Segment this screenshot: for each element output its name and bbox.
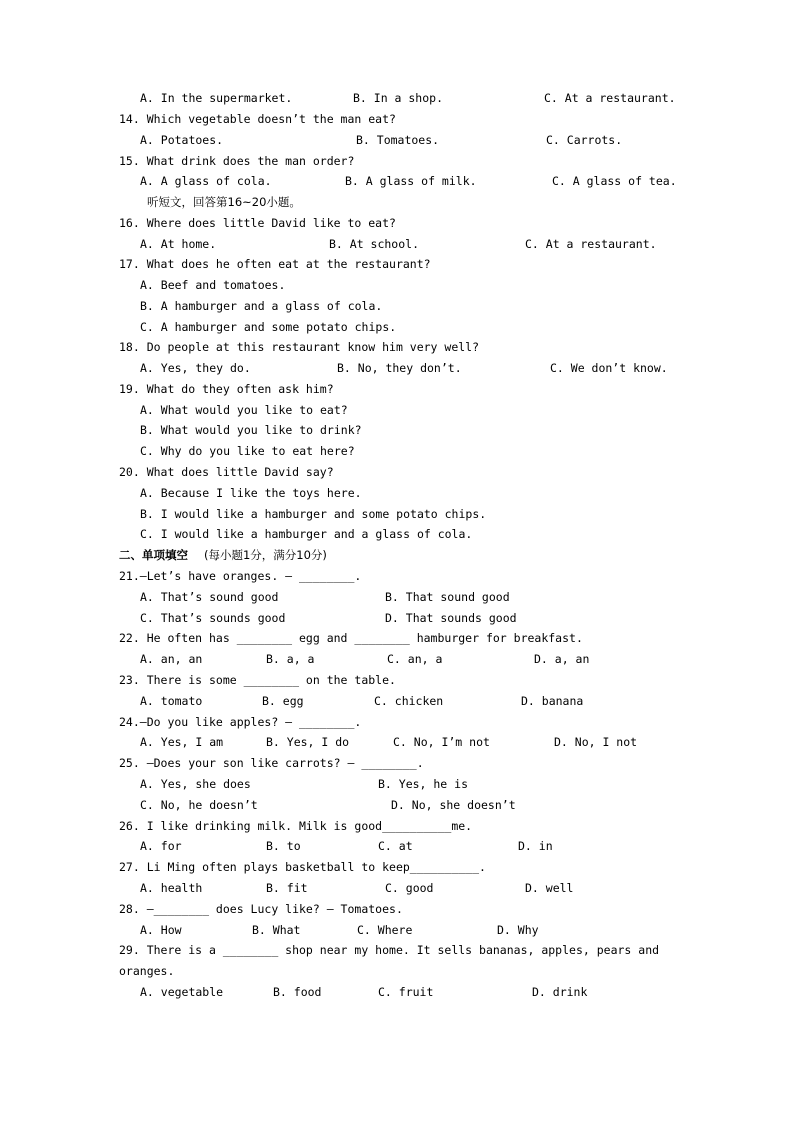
text-segment: A. Yes, they do.: [140, 361, 251, 375]
text-segment: B. Tomatoes.: [356, 133, 440, 147]
text-segment: A. Yes, she does: [140, 777, 251, 791]
text-segment: D. That sounds good: [385, 611, 517, 625]
text-segment: 18. Do people at this restaurant know him very well?: [119, 340, 480, 354]
text-segment: 27. Li Ming often plays basketball to keep__________.: [119, 860, 486, 874]
text-segment: C. fruit: [378, 985, 434, 999]
text-segment: C. chicken: [374, 694, 444, 708]
text-segment: D. No, I not: [554, 735, 638, 749]
text-segment: C. No, I’m not: [393, 735, 490, 749]
text-segment: C. A glass of tea.: [552, 174, 677, 188]
text-segment: B. I would like a hamburger and some potato chips.: [140, 507, 487, 521]
text-segment: D. in: [518, 839, 553, 853]
text-segment: B. In a shop.: [353, 91, 444, 105]
text-segment: B. a, a: [266, 652, 315, 666]
text-segment: 15. What drink does the man order?: [119, 154, 355, 168]
text-segment: A. Potatoes.: [140, 133, 224, 147]
text-segment: B. That sound good: [385, 590, 510, 604]
text-segment: A. tomato: [140, 694, 203, 708]
text-segment: A. Beef and tomatoes.: [140, 278, 286, 292]
text-segment: A. What would you like to eat?: [140, 403, 348, 417]
text-segment: 25. —Does your son like carrots? — ________.: [119, 756, 424, 770]
text-segment: D. well: [525, 881, 574, 895]
text-segment: B. A glass of milk.: [345, 174, 477, 188]
text-segment: D. drink: [532, 985, 588, 999]
text-segment: 14. Which vegetable doesn’t the man eat?: [119, 112, 396, 126]
text-segment: C. At a restaurant.: [525, 237, 657, 251]
text-segment: 21.—Let’s have oranges. — ________.: [119, 569, 362, 583]
text-segment: D. a, an: [534, 652, 590, 666]
text-segment: C. We don’t know.: [550, 361, 668, 375]
text-segment: A. How: [140, 923, 182, 937]
text-segment: A. Yes, I am: [140, 735, 224, 749]
text-segment: D. No, she doesn’t: [391, 798, 516, 812]
text-segment: A. That’s sound good: [140, 590, 279, 604]
text-segment: C. At a restaurant.: [544, 91, 676, 105]
text-segment: B. Yes, I do: [266, 735, 350, 749]
section-note: (每小题1分，满分10分): [204, 548, 327, 562]
text-segment: oranges.: [119, 964, 175, 978]
text-segment: A. for: [140, 839, 182, 853]
text-segment: B. No, they don’t.: [337, 361, 462, 375]
text-segment: B. Yes, he is: [378, 777, 469, 791]
text-segment: C. Carrots.: [546, 133, 623, 147]
text-segment: 20. What does little David say?: [119, 465, 334, 479]
text-segment: D. Why: [497, 923, 539, 937]
text-segment: C. good: [385, 881, 434, 895]
text-segment: 29. There is a ________ shop near my home. It sells bananas, apples, pears and: [119, 943, 660, 957]
text-segment: 22. He often has ________ egg and ________ hamburger for breakfast.: [119, 631, 583, 645]
text-segment: C. I would like a hamburger and a glass of cola.: [140, 527, 473, 541]
text-segment: 23. There is some ________ on the table.: [119, 673, 396, 687]
text-segment: B. A hamburger and a glass of cola.: [140, 299, 383, 313]
text-segment: A. vegetable: [140, 985, 224, 999]
text-segment: A. At home.: [140, 237, 217, 251]
text-segment: A. A glass of cola.: [140, 174, 272, 188]
text-segment: 听短文，回答第16~20小题。: [147, 195, 301, 209]
text-segment: B. What: [252, 923, 301, 937]
text-segment: B. food: [273, 985, 322, 999]
text-segment: B. egg: [262, 694, 304, 708]
text-segment: A. In the supermarket.: [140, 91, 293, 105]
text-segment: C. Where: [357, 923, 413, 937]
text-segment: A. Because I like the toys here.: [140, 486, 362, 500]
text-segment: A. an, an: [140, 652, 203, 666]
text-segment: C. an, a: [387, 652, 443, 666]
text-segment: 17. What does he often eat at the restaurant?: [119, 257, 431, 271]
text-segment: C. That’s sounds good: [140, 611, 286, 625]
text-segment: 26. I like drinking milk. Milk is good__________me.: [119, 819, 473, 833]
text-segment: B. What would you like to drink?: [140, 423, 362, 437]
text-segment: 16. Where does little David like to eat?: [119, 216, 396, 230]
text-segment: 19. What do they often ask him?: [119, 382, 334, 396]
text-segment: C. at: [378, 839, 413, 853]
text-segment: 24.—Do you like apples? — ________.: [119, 715, 362, 729]
text-segment: A. health: [140, 881, 203, 895]
text-segment: B. to: [266, 839, 301, 853]
text-segment: C. Why do you like to eat here?: [140, 444, 355, 458]
text-segment: C. No, he doesn’t: [140, 798, 258, 812]
text-segment: B. At school.: [329, 237, 420, 251]
text-segment: B. fit: [266, 881, 308, 895]
text-segment: C. A hamburger and some potato chips.: [140, 320, 397, 334]
text-segment: D. banana: [521, 694, 584, 708]
text-segment: 28. —________ does Lucy like? — Tomatoes.: [119, 902, 403, 916]
section-title: 二、单项填空: [119, 548, 188, 562]
